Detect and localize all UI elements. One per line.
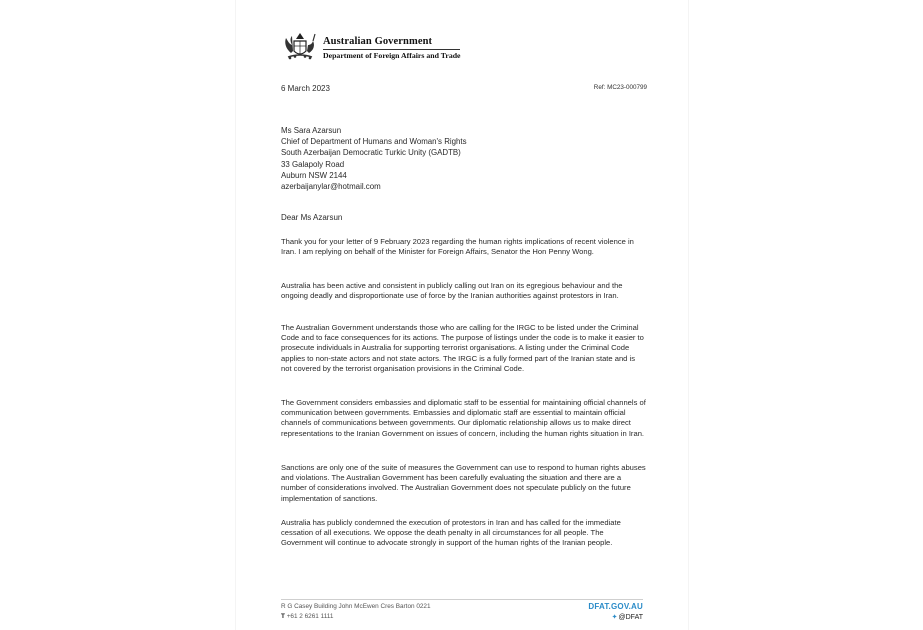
footer-address: R G Casey Building John McEwen Cres Barton 0221 — [281, 603, 431, 610]
letter-date: 6 March 2023 — [281, 84, 330, 93]
paragraph-1: Thank you for your letter of 9 February 2023 regarding the human rights implications of recent violence in Iran. I am replying on behalf of the Minister for Foreign Affairs, Senator the Hon Penny Wong. — [281, 237, 634, 257]
website-link[interactable]: DFAT.GOV.AU — [588, 602, 643, 611]
department-name: Department of Foreign Affairs and Trade — [323, 51, 461, 60]
letterhead-divider — [323, 49, 460, 50]
twitter-bird-icon: ✦ — [611, 614, 618, 621]
phone-label: T — [281, 613, 285, 620]
recipient-title: Chief of Department of Humans and Woman's Rights — [281, 137, 467, 147]
twitter-text: @DFAT — [618, 614, 643, 621]
paragraph-6: Australia has publicly condemned the execution of protestors in Iran and has called for the immediate cessation of all executions. We oppose the death penalty in all circumstances for all people. The Government will continue to advocate strongly in support of the human rights of the Iranian people. — [281, 518, 621, 548]
phone-number: +61 2 6261 1111 — [286, 613, 334, 620]
coat-of-arms-icon — [280, 29, 320, 63]
recipient-street: 33 Galapoly Road — [281, 159, 345, 169]
paragraph-3: The Australian Government understands those who are calling for the IRGC to be listed under the Criminal Code and to face consequences for its actions. The purpose of listings under the code is to make it easier to prosecute individuals in Australia for supporting terrorist organisations. A listing under the Criminal Code applies to non-state actors and not state actors. The IRGC is a fully formed part of the Iranian state and is not covered by the terrorist organisation provisions in the Criminal Code. — [281, 323, 644, 373]
government-name: Australian Government — [323, 36, 433, 47]
twitter-handle[interactable] — [612, 613, 643, 621]
reference-number: Ref: MC23-000799 — [593, 84, 647, 91]
recipient-address — [281, 125, 467, 192]
recipient-organisation: South Azerbaijan Democratic Turkic Unity (GADTB) — [281, 148, 461, 158]
paragraph-4: The Government considers embassies and diplomatic staff to be essential for maintaining official channels of communication between governments. Embassies and diplomatic staff are essential to maintain official channels of communications between governments. Our diplomatic relationship allows us to make direct representations to the Iranian Government on issues of concern, including the human rights situation in Iran. — [281, 398, 646, 438]
letter-page — [236, 0, 688, 630]
recipient-name: Ms Sara Azarsun — [281, 126, 342, 135]
footer-phone — [281, 613, 333, 620]
paragraph-2: Australia has been active and consistent in publicly calling out Iran on its egregious behaviour and the ongoing deadly and disproportionate use of force by the Iranian authorities against protestors in Iran. — [281, 281, 623, 301]
paragraph-5: Sanctions are only one of the suite of measures the Government can use to respond to human rights abuses and violations. The Australian Government has been carefully evaluating the situation and there are a number of considerations involved. The Australian Government does not speculate publicly on the future implementation of sanctions. — [281, 463, 646, 503]
recipient-email: azerbaijanylar@hotmail.com — [281, 182, 381, 192]
salutation: Dear Ms Azarsun — [281, 213, 343, 222]
footer-divider — [281, 599, 643, 600]
recipient-suburb: Auburn NSW 2144 — [281, 170, 347, 180]
